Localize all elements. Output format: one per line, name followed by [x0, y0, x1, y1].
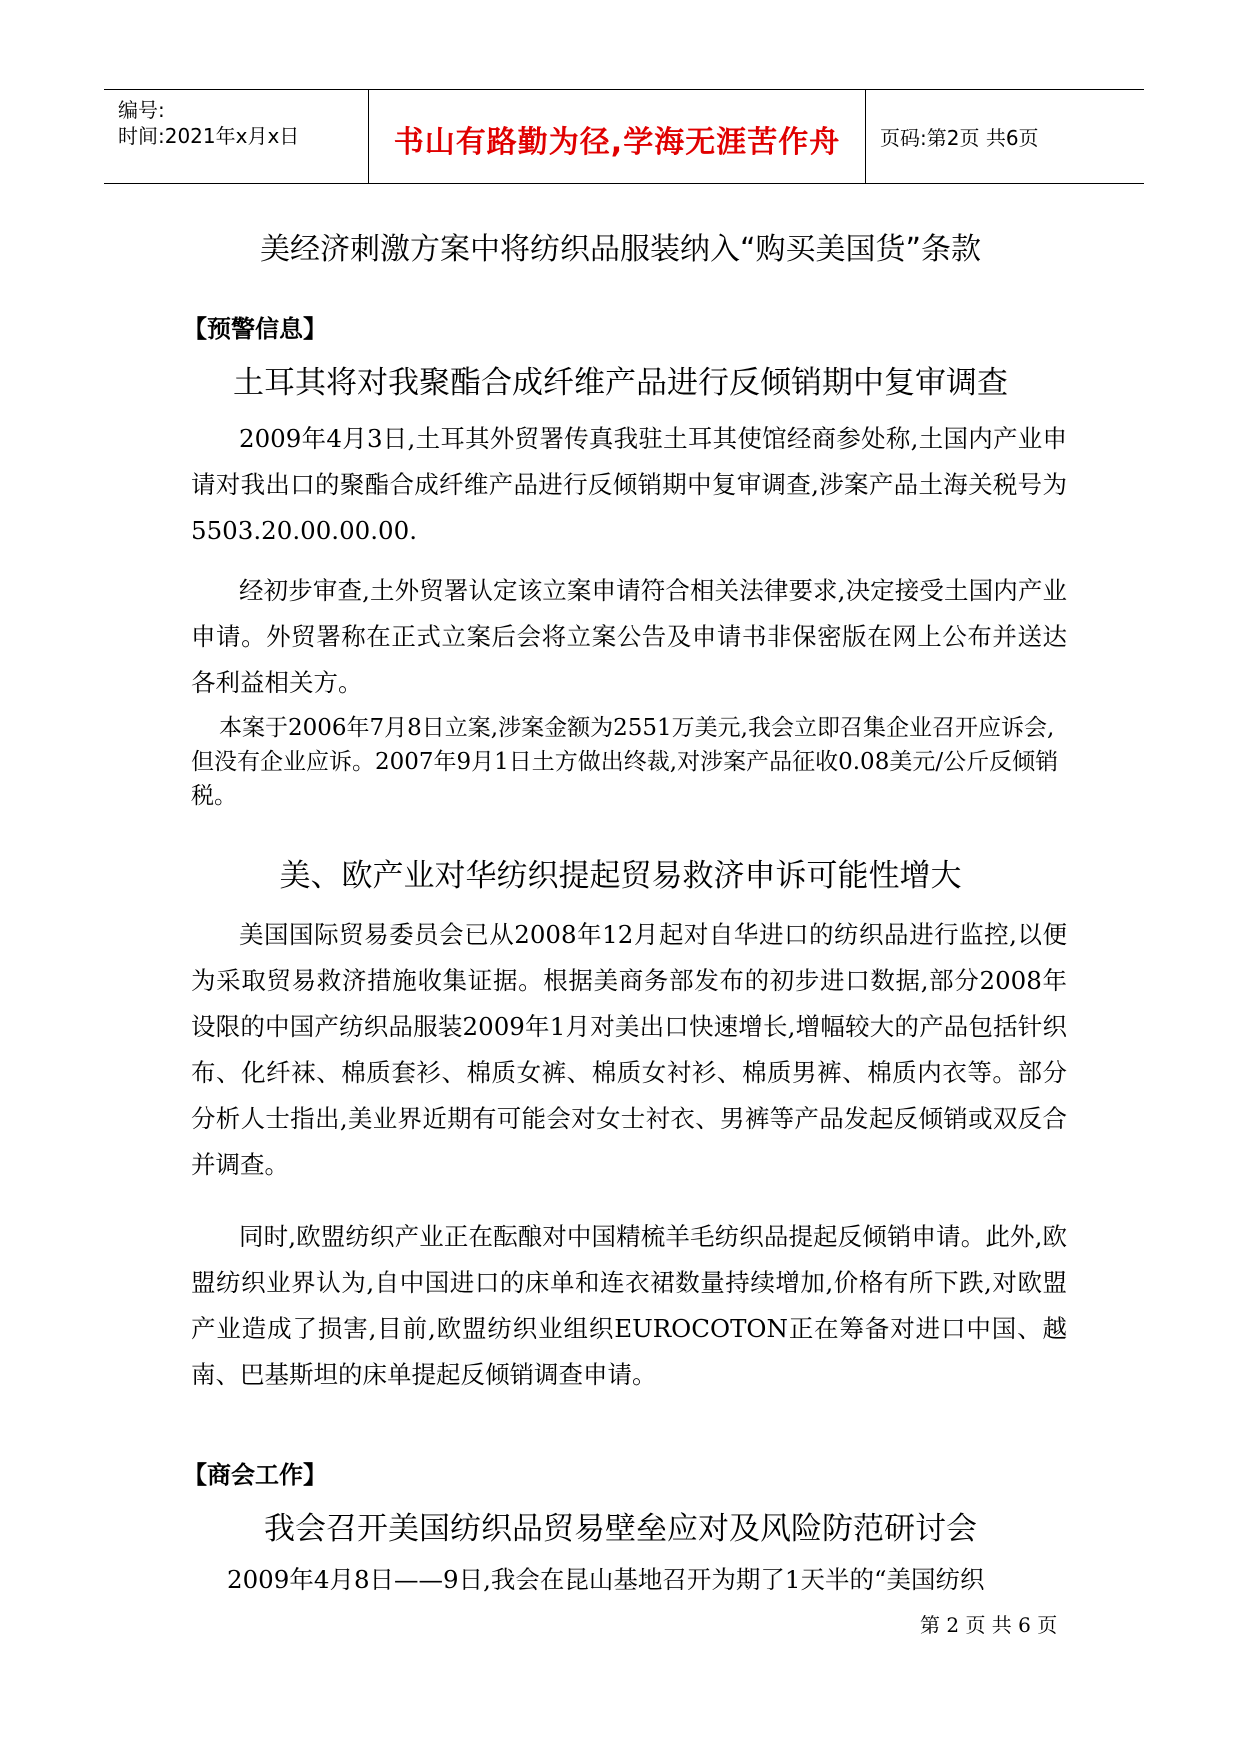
- article2-paragraph-2: 同时,欧盟纺织产业正在酝酿对中国精梳羊毛纺织品提起反倾销申请。此外,欧盟纺织业界认为,自中国进口的床单和连衣裙数量持续增加,价格有所下跌,对欧盟产业造成了损害,目前,欧盟纺织业组织EUROCOTON正在筹备对进口中国、越南、巴基斯坦的床单提起反倾销调查申请。: [191, 1222, 1067, 1389]
- article2-paragraph-1: 美国国际贸易委员会已从2008年12月起对自华进口的纺织品进行监控,以便为采取贸易救济措施收集证据。根据美商务部发布的初步进口数据,部分2008年设限的中国产纺织品服装2009年1月对美出口快速增长,增幅较大的产品包括针织布、化纤袜、棉质套衫、棉质女裤、棉质女衬衫、棉质男裤、棉质内衣等。部分分析人士指出,美业界近期有可能会对女士衬衣、男裤等产品发起反倾销或双反合并调查。: [191, 920, 1067, 1179]
- header-meta-cell: [104, 90, 368, 183]
- page-footer: 第 2 页 共 6 页: [920, 1613, 1058, 1637]
- article1-headline: 土耳其将对我聚酯合成纤维产品进行反倾销期中复审调查: [233, 365, 1008, 401]
- article1-paragraph-2: 经初步审查,土外贸署认定该立案申请符合相关法律要求,决定接受土国内产业申请。外贸署称在正式立案后会将立案公告及申请书非保密版在网上公布并送达各利益相关方。: [191, 576, 1067, 697]
- article3-headline: 我会召开美国纺织品贸易壁垒应对及风险防范研讨会: [264, 1511, 977, 1547]
- warning-section-label: 【预警信息】: [183, 315, 327, 343]
- page-code: 页码:第2页 共6页: [880, 126, 1039, 150]
- article1-paragraph-1: 2009年4月3日,土耳其外贸署传真我驻土耳其使馆经商参处称,土国内产业申请对我出口的聚酯合成纤维产品进行反倾销期中复审调查,涉案产品土海关税号为5503.20.00.00.00.: [191, 424, 1067, 545]
- number-label: 编号:: [118, 98, 165, 122]
- document-title: 美经济刺激方案中将纺织品服装纳入“购买美国货”条款: [259, 232, 982, 267]
- header-table: [104, 89, 1144, 184]
- chamber-section-label: 【商会工作】: [183, 1461, 327, 1489]
- article1-paragraph-3: 本案于2006年7月8日立案,涉案金额为2551万美元,我会立即召集企业召开应诉会,但没有企业应诉。2007年9月1日土方做出终裁,对涉案产品征收0.08美元/公斤反倾销税。: [191, 715, 1059, 809]
- header-motto-cell: [368, 90, 866, 183]
- header-page-cell: [866, 90, 1144, 183]
- article3-paragraph-1: 2009年4月8日——9日,我会在昆山基地召开为期了1天半的“美国纺织: [227, 1565, 985, 1594]
- article2-headline: 美、欧产业对华纺织提起贸易救济申诉可能性增大: [279, 858, 962, 894]
- motto: 书山有路勤为径,学海无涯苦作舟: [393, 125, 841, 160]
- time-label: 时间:2021年x月x日: [118, 124, 300, 148]
